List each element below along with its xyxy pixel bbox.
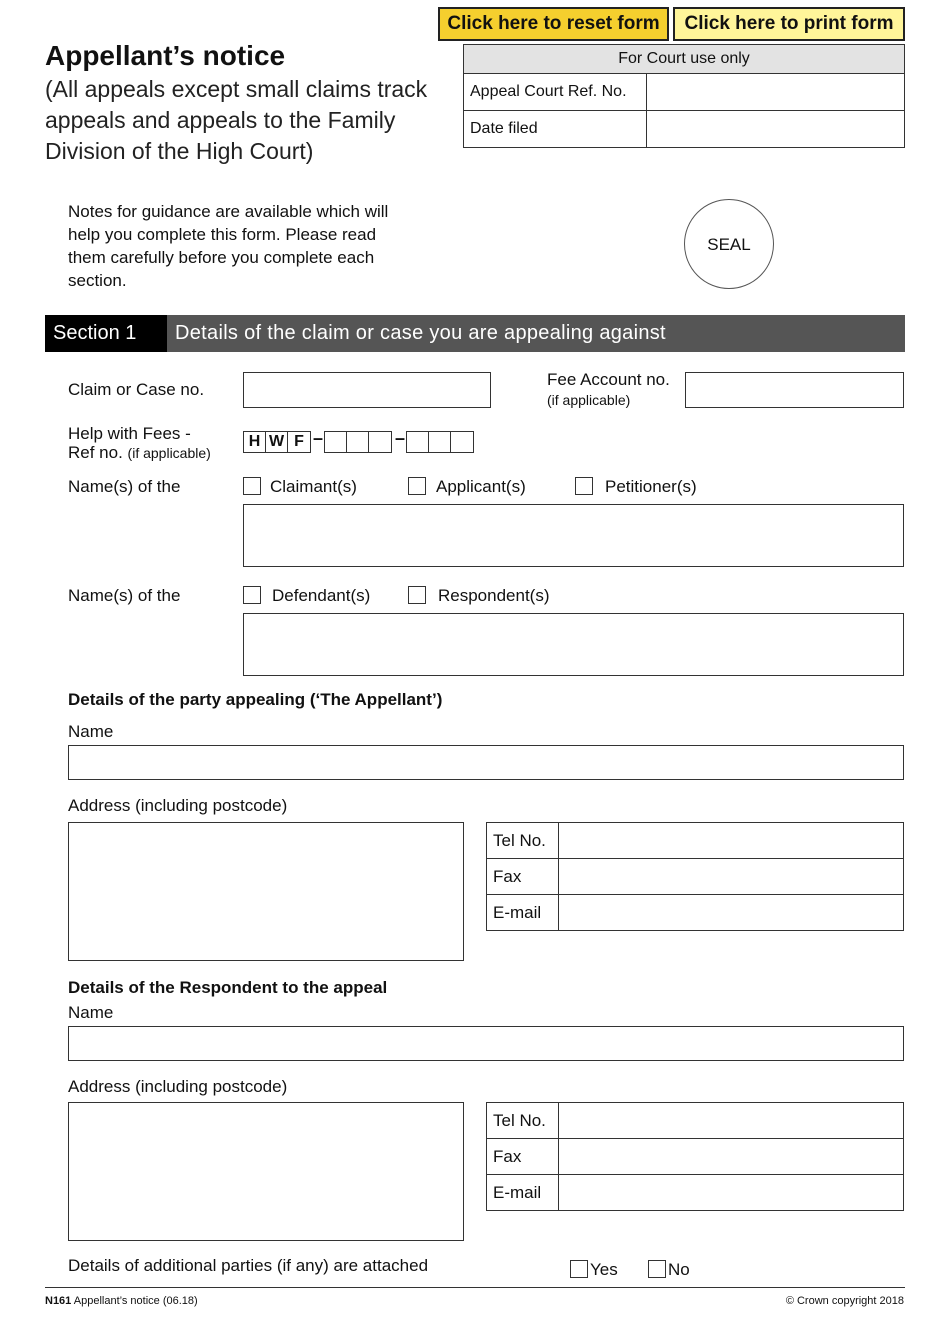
additional-yes-checkbox[interactable] xyxy=(570,1260,588,1278)
appellant-name-input[interactable] xyxy=(68,745,904,780)
contact-row xyxy=(487,1103,903,1139)
defendant-checkbox[interactable] xyxy=(243,586,261,604)
appellant-fax-input[interactable] xyxy=(559,859,903,894)
court-ref-field[interactable] xyxy=(647,74,904,110)
appellant-contact-table xyxy=(486,822,904,931)
hwf-char-input[interactable] xyxy=(429,432,451,452)
hwf-prefix xyxy=(243,431,311,453)
hwf-letter: F xyxy=(294,433,304,450)
contact-row xyxy=(487,859,903,895)
appellant-address-label: Address (including postcode) xyxy=(68,796,288,815)
section-number: Section 1 xyxy=(45,315,167,352)
fee-account-hint: (if applicable) xyxy=(547,392,631,408)
email-label: E-mail xyxy=(487,1175,559,1210)
claimant-label: Claimant(s) xyxy=(270,477,357,496)
fax-label: Fax xyxy=(487,859,559,894)
date-filed-row xyxy=(464,111,904,147)
section-title: Details of the claim or case you are appealing against xyxy=(175,322,666,344)
hwf-letter: W xyxy=(266,432,288,452)
contact-row xyxy=(487,895,903,930)
defendant-names-input[interactable] xyxy=(243,613,904,676)
hwf-label: Help with Fees - xyxy=(68,424,191,443)
fee-account-input[interactable] xyxy=(685,372,904,408)
additional-no-label: No xyxy=(668,1260,690,1279)
contact-row xyxy=(487,823,903,859)
print-form-button[interactable]: Click here to print form xyxy=(673,7,905,41)
hwf-char-input[interactable] xyxy=(451,432,473,452)
section-1-header xyxy=(45,315,905,352)
fee-account-label: Fee Account no. xyxy=(547,370,670,389)
page-subtitle: (All appeals except small claims track appeals and appeals to the Family Division of the High Court) xyxy=(45,76,428,164)
tel-label: Tel No. xyxy=(487,823,559,858)
respondent-email-input[interactable] xyxy=(559,1175,903,1210)
court-ref-row xyxy=(464,74,904,111)
applicant-checkbox[interactable] xyxy=(408,477,426,495)
claim-no-input[interactable] xyxy=(243,372,491,408)
date-filed-field[interactable] xyxy=(647,111,904,147)
court-use-box xyxy=(463,44,905,148)
date-filed-label: Date filed xyxy=(464,111,647,147)
additional-no-checkbox[interactable] xyxy=(648,1260,666,1278)
respondent-address-label: Address (including postcode) xyxy=(68,1077,288,1096)
claimant-names-input[interactable] xyxy=(243,504,904,567)
contact-row xyxy=(487,1175,903,1210)
appellant-tel-input[interactable] xyxy=(559,823,903,858)
hwf-char-input[interactable] xyxy=(369,432,391,452)
footer-copyright: © Crown copyright 2018 xyxy=(785,1295,904,1307)
respondent-label: Respondent(s) xyxy=(438,586,550,605)
additional-parties-label: Details of additional parties (if any) are attached xyxy=(68,1256,429,1275)
guidance-notes: Notes for guidance are available which will help you complete this form. Please read them carefully before you complete each section. xyxy=(68,202,389,290)
appellant-name-label: Name xyxy=(68,722,114,741)
names-label-1: Name(s) of the xyxy=(68,477,181,496)
hwf-hint: (if applicable) xyxy=(127,445,211,461)
footer-divider xyxy=(45,1287,905,1288)
seal-circle: SEAL xyxy=(684,199,774,289)
court-ref-label: Appeal Court Ref. No. xyxy=(464,74,647,110)
hwf-dash: – xyxy=(313,428,324,448)
appellant-email-input[interactable] xyxy=(559,895,903,930)
reset-form-button[interactable]: Click here to reset form xyxy=(438,7,669,41)
email-label: E-mail xyxy=(487,895,559,930)
respondent-contact-table xyxy=(486,1102,904,1211)
respondent-heading: Details of the Respondent to the appeal xyxy=(68,978,388,997)
hwf-ref-text: Ref no. xyxy=(68,443,123,462)
respondent-name-label: Name xyxy=(68,1003,114,1022)
claimant-checkbox[interactable] xyxy=(243,477,261,495)
applicant-label: Applicant(s) xyxy=(436,477,526,496)
hwf-code-part-1[interactable] xyxy=(324,431,392,453)
hwf-char-input[interactable] xyxy=(325,432,347,452)
footer-form-id xyxy=(45,1295,198,1307)
hwf-letter: H xyxy=(244,432,266,452)
hwf-code-part-2[interactable] xyxy=(406,431,474,453)
claim-no-label: Claim or Case no. xyxy=(68,380,205,399)
hwf-ref-label xyxy=(68,443,211,463)
contact-row xyxy=(487,1139,903,1175)
tel-label: Tel No. xyxy=(487,1103,559,1138)
petitioner-label: Petitioner(s) xyxy=(605,477,697,496)
form-name: Appellant’s notice (06.18) xyxy=(73,1295,198,1307)
respondent-address-input[interactable] xyxy=(68,1102,464,1241)
fax-label: Fax xyxy=(487,1139,559,1174)
petitioner-checkbox[interactable] xyxy=(575,477,593,495)
appellant-heading: Details of the party appealing (‘The Appellant’) xyxy=(68,690,443,709)
appellant-address-input[interactable] xyxy=(68,822,464,961)
defendant-label: Defendant(s) xyxy=(272,586,371,605)
form-code: N161 xyxy=(45,1295,72,1307)
court-use-heading: For Court use only xyxy=(464,45,904,74)
page-title: Appellant’s notice xyxy=(45,40,286,71)
hwf-char-input[interactable] xyxy=(347,432,369,452)
hwf-dash: – xyxy=(395,428,406,448)
hwf-char-input[interactable] xyxy=(407,432,429,452)
respondent-name-input[interactable] xyxy=(68,1026,904,1061)
respondent-fax-input[interactable] xyxy=(559,1139,903,1174)
names-label-2: Name(s) of the xyxy=(68,586,181,605)
respondent-checkbox[interactable] xyxy=(408,586,426,604)
additional-yes-label: Yes xyxy=(590,1260,618,1279)
respondent-tel-input[interactable] xyxy=(559,1103,903,1138)
